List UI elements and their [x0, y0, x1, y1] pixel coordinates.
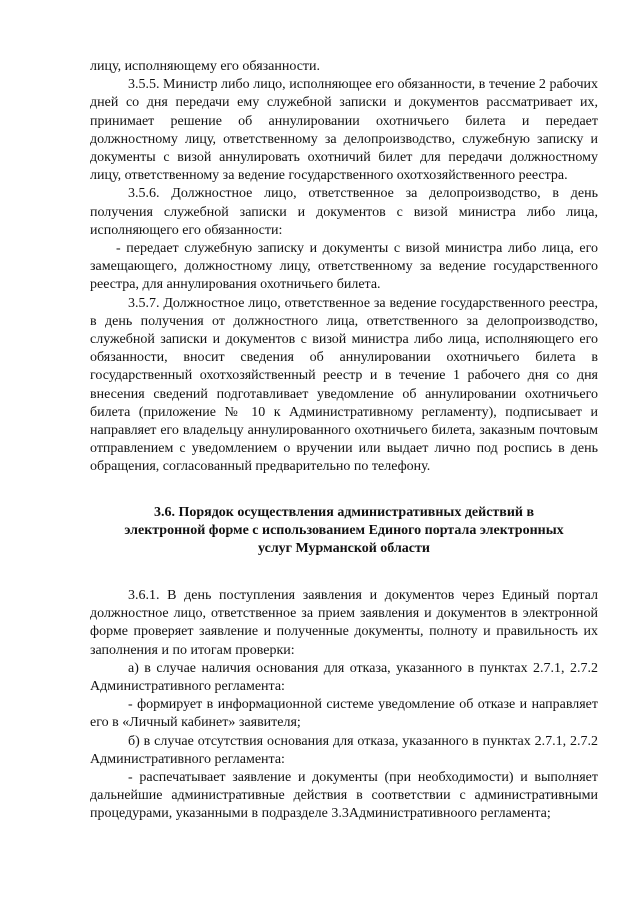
paragraph-3-5-5: 3.5.5. Министр либо лицо, исполняющее его обязанности, в течение 2 рабочих дней со дня передачи ему служебной записки и документов рассматривает их, принимает решение об аннулировании охотничьего билета и передает должностному лицу, ответственному за делопроизводство, служебную записку и документы с визой аннулировать охотничий билет для передачи должностному лицу, ответственному за ведение государственного охотхозяйственного реестра. — [90, 77, 598, 184]
paragraph-item-b: б) в случае отсутствия основания для отказа, указанного в пунктах 2.7.1, 2.7.2 Административного регламента: — [90, 733, 598, 767]
heading-line-3: услуг Мурманской области — [258, 541, 430, 557]
paragraph-item-a-dash: - формирует в информационной системе уведомление об отказе и направляет его в «Личный кабинет» заявителя; — [90, 697, 598, 731]
section-heading-3-6 — [90, 504, 598, 559]
paragraph-continuation: лицу, исполняющему его обязанности. — [90, 59, 321, 74]
paragraph-item-b-dash: - распечатывает заявление и документы (при необходимости) и выполняет дальнейшие административные действия в соответствии с административными процедурами, указанными в подразделе 3.3Административноого регламента; — [90, 769, 598, 822]
paragraph-3-5-6-item: - передает служебную записку и документы с визой министра либо лица, его замещающего, должностному лицу, ответственному за ведение государственного реестра, для аннулирования охотничьего билета. — [90, 241, 598, 293]
heading-line-2: электронной форме с использованием Единого портала электронных — [124, 523, 564, 539]
paragraph-3-5-7: 3.5.7. Должностное лицо, ответственное за ведение государственного реестра, в день получения от должностного лица, ответственного за делопроизводство, служебной записки и документов с визой министра либо лица, исполняющего его обязанности, вносит сведения об аннулировании охотничьего билета в государственный охотхозяйственный реестр и в течение 1 рабочего дня со дня внесения сведений подготавливает уведомление об аннулировании охотничьего билета (приложение № 10 к Административному регламенту), подписывает и направляет его владельцу аннулированного охотничьего билета, заказным почтовым отправлением с уведомлением о вручении или выдает лично под роспись в день обращения, согласованный предварительно по телефону. — [90, 295, 598, 475]
paragraph-item-a: а) в случае наличия основания для отказа, указанного в пунктах 2.7.1, 2.7.2 Административного регламента: — [90, 660, 598, 694]
paragraph-3-5-6: 3.5.6. Должностное лицо, ответственное за делопроизводство, в день получения служебной записки и документов с визой министра либо лица, исполняющего его обязанности: — [90, 186, 598, 238]
paragraph-3-6-1: 3.6.1. В день поступления заявления и документов через Единый портал должностное лицо, ответственное за прием заявления и документов в электронной форме проверяет заявление и полученные документы, полноту и правильность их заполнения и по итогам проверки: — [90, 587, 598, 658]
heading-line-1: 3.6. Порядок осуществления административных действий в — [153, 504, 535, 520]
